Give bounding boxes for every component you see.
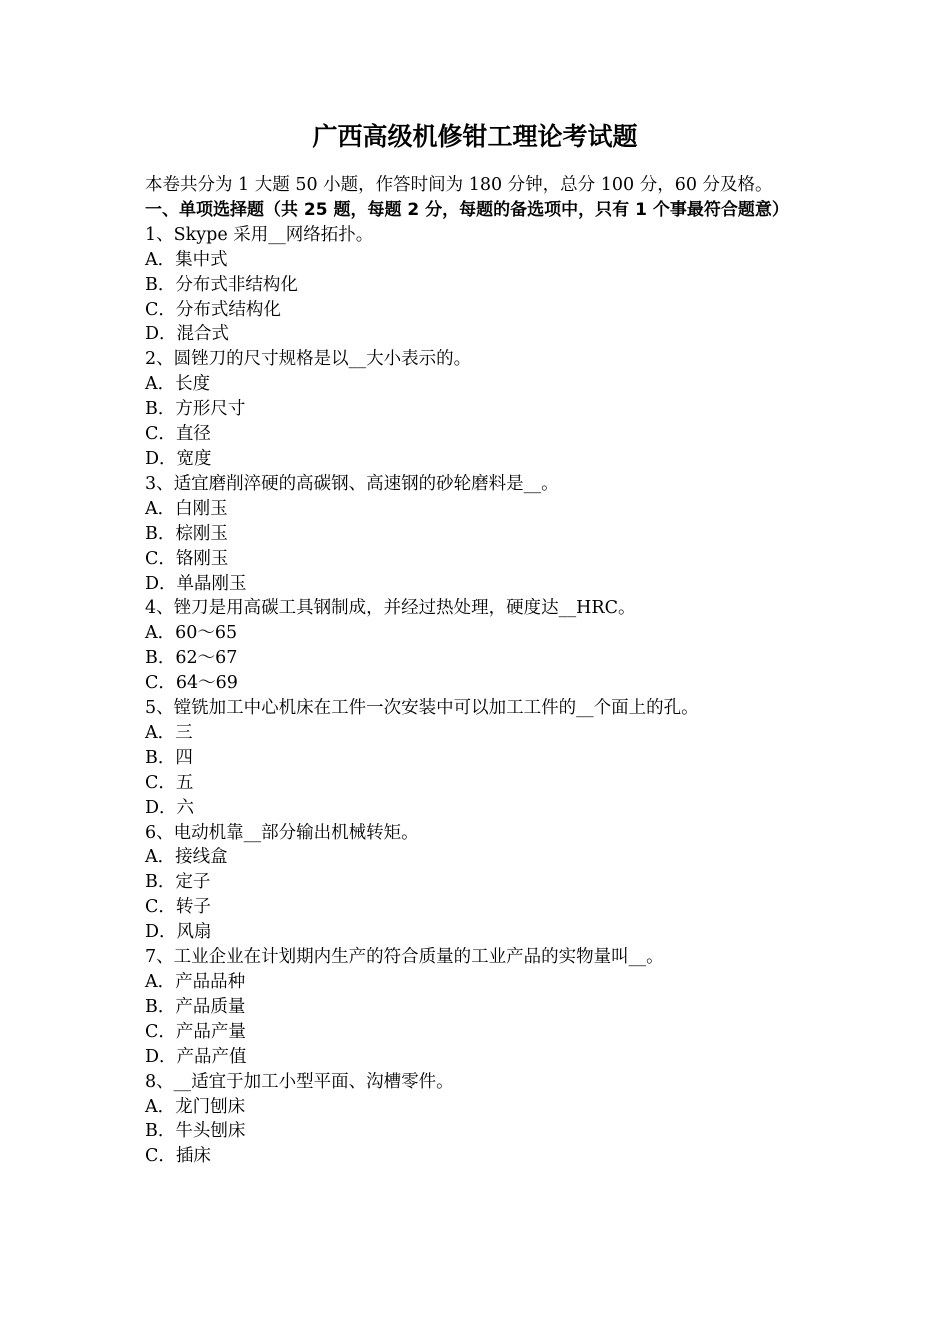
option-c: C．插床 <box>145 1146 211 1167</box>
question-8 <box>145 1070 815 1170</box>
question-stem: 7、工业企业在计划期内生产的符合质量的工业产品的实物量叫__。 <box>145 947 664 968</box>
option-d: D．风扇 <box>145 922 212 943</box>
option-b: B．牛头刨床 <box>145 1121 246 1142</box>
question-3 <box>145 472 815 597</box>
option-d: D．单晶刚玉 <box>145 573 247 594</box>
option-a: A．龙门刨床 <box>145 1096 246 1117</box>
question-2 <box>145 347 815 472</box>
option-b: B．四 <box>145 747 193 768</box>
option-a: A．集中式 <box>145 249 228 270</box>
question-stem: 5、镗铣加工中心机床在工件一次安装中可以加工工件的__个面上的孔。 <box>145 698 699 719</box>
option-c: C．五 <box>145 772 194 793</box>
question-stem: 6、电动机靠__部分输出机械转矩。 <box>145 822 419 843</box>
option-b: B．分布式非结构化 <box>145 274 298 295</box>
option-a: A．三 <box>145 722 193 743</box>
option-b: B．产品质量 <box>145 996 246 1017</box>
option-a: A．产品品种 <box>145 972 246 992</box>
option-c: C．64～69 <box>145 673 238 694</box>
option-c: C．产品产量 <box>145 1021 246 1042</box>
option-a: A．长度 <box>145 374 211 395</box>
option-c: C．铬刚玉 <box>145 548 229 569</box>
option-a: A．白刚玉 <box>145 498 228 519</box>
option-c: C．分布式结构化 <box>145 299 281 320</box>
option-b: B．棕刚玉 <box>145 523 228 544</box>
document-body <box>145 173 815 1169</box>
option-c: C．直径 <box>145 424 211 445</box>
question-6 <box>145 821 815 946</box>
exam-intro: 本卷共分为 1 大题 50 小题，作答时间为 180 分钟，总分 100 分，60 分及格。 <box>145 175 773 195</box>
option-b: B．62～67 <box>145 648 238 669</box>
question-1 <box>145 223 815 348</box>
option-a: A．接线盒 <box>145 847 228 868</box>
question-stem: 4、锉刀是用高碳工具钢制成，并经过热处理，硬度达__HRC。 <box>145 598 636 619</box>
option-d: D．混合式 <box>145 324 230 345</box>
section-heading: 一、单项选择题（共 25 题，每题 2 分，每题的备选项中，只有 1 个事最符合题意） <box>145 199 789 220</box>
question-5 <box>145 696 815 821</box>
document-title: 广西高级机修钳工理论考试题 <box>312 122 638 151</box>
question-4 <box>145 596 815 696</box>
option-b: B．方形尺寸 <box>145 399 246 420</box>
option-d: D．六 <box>145 797 195 818</box>
question-stem: 8、__适宜于加工小型平面、沟槽零件。 <box>145 1071 454 1092</box>
option-b: B．定子 <box>145 872 211 893</box>
question-7 <box>145 945 815 1070</box>
option-d: D．产品产值 <box>145 1046 247 1067</box>
option-c: C．转子 <box>145 897 211 918</box>
question-stem: 1、Skype 采用__网络拓扑。 <box>145 224 374 245</box>
question-stem: 2、圆锉刀的尺寸规格是以__大小表示的。 <box>145 349 472 370</box>
question-stem: 3、适宜磨削淬硬的高碳钢、高速钢的砂轮磨料是__。 <box>145 473 559 494</box>
option-a: A．60～65 <box>145 623 238 644</box>
option-d: D．宽度 <box>145 448 212 469</box>
